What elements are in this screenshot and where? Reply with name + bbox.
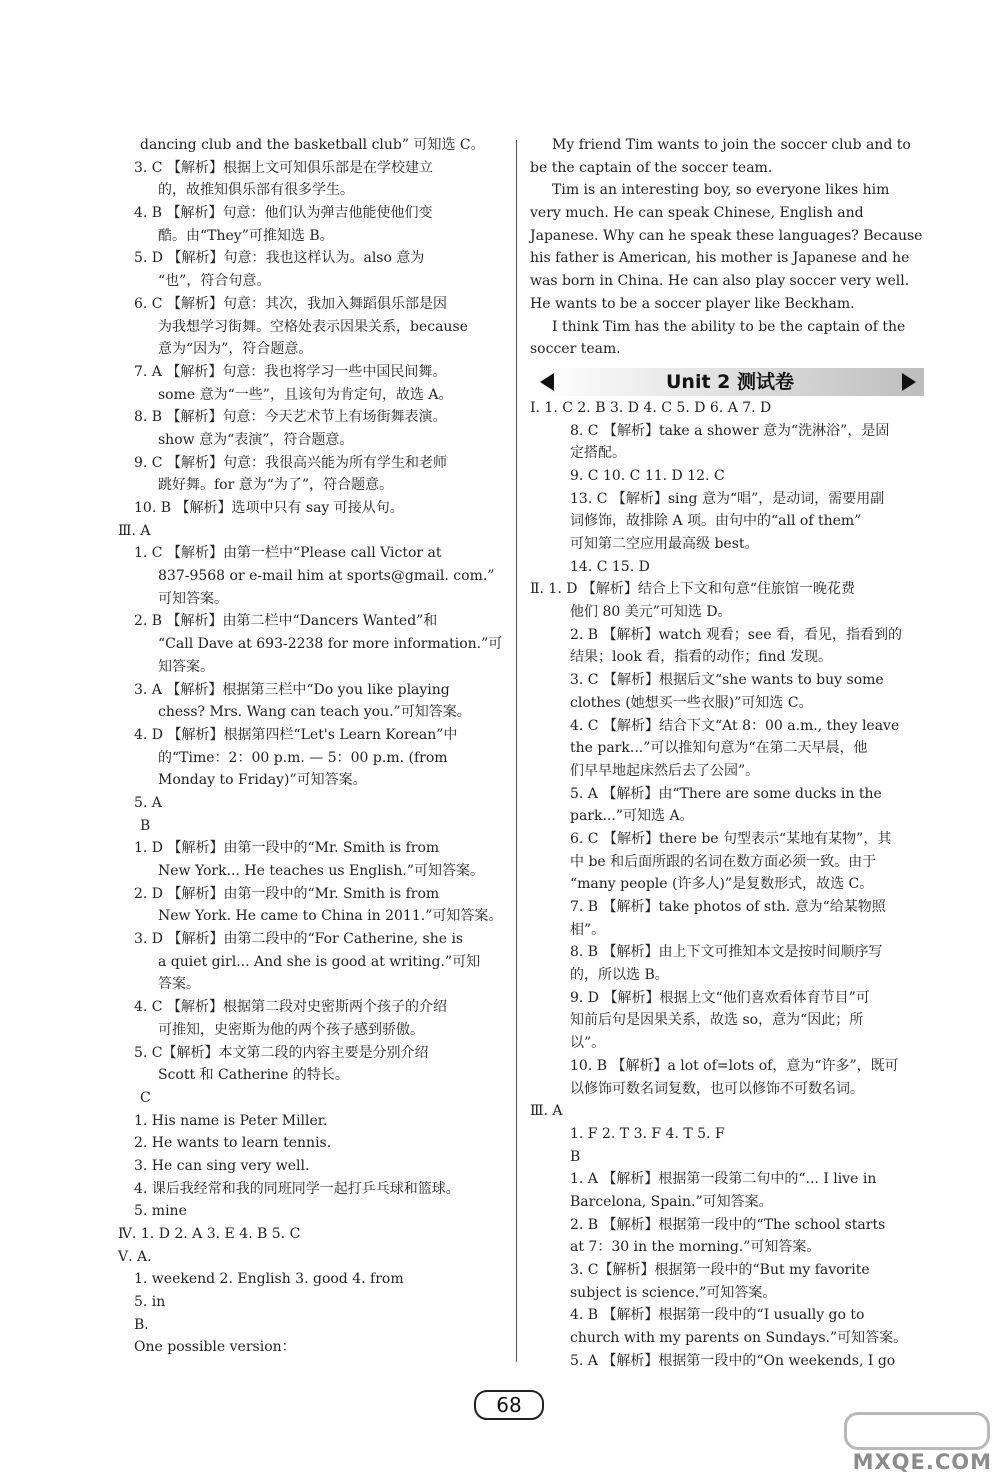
answer-line: dancing club and the basketball club” 可知选 C。 — [140, 137, 485, 153]
answer-line: 2. B 【解析】watch 观看；see 看，看见，指看到的 — [570, 626, 903, 643]
answer-line: “也”，符合句意。 — [158, 273, 271, 290]
answer-line: 4. D 【解析】根据第四栏“Let's Learn Korean”中 — [134, 726, 458, 743]
answer-line: 13. C 【解析】sing 意为“唱”，是动词，需要用副 — [570, 490, 885, 507]
answer-line: 结果；look 看，指看的动作；find 发现。 — [570, 649, 833, 666]
answer-line: 1. C 【解析】由第一栏中“Please call Victor at — [134, 545, 442, 562]
answer-line: park...”可知选 A。 — [570, 808, 694, 825]
answer-line: 答案。 — [158, 976, 200, 993]
answer-line: 2. B 【解析】由第二栏中“Dancers Wanted”和 — [134, 613, 438, 630]
answer-line: subject is science.”可知答案。 — [570, 1284, 777, 1301]
answer-line: 8. B 【解析】由上下文可推知本文是按时间顺序写 — [570, 944, 883, 961]
answer-line: 10. B 【解析】a lot of=lots of，意为“许多”，既可 — [570, 1057, 899, 1074]
answer-line: Scott 和 Catherine 的特长。 — [158, 1067, 349, 1084]
answer-line: 9. D 【解析】根据上文“他们喜欢看体育节目”可 — [570, 989, 870, 1006]
answer-line: 为我想学习街舞。空格处表示因果关系，because — [158, 318, 468, 335]
answer-line: New York. He came to China in 2011.”可知答案。 — [158, 908, 503, 925]
answer-line: at 7：30 in the morning.”可知答案。 — [570, 1239, 821, 1256]
answer-line: 中 be 和后面所跟的名词在数方面必须一致。由于 — [570, 853, 877, 870]
answer-line: Tim is an interesting boy, so everyone likes him — [552, 182, 890, 199]
answer-line: He wants to be a soccer player like Beckham. — [530, 295, 855, 312]
answer-line: soccer team. — [530, 341, 621, 358]
answer-line: show 意为“表演”，符合题意。 — [158, 431, 354, 448]
answer-line: 1. A 【解析】根据第一段第二句中的“... I live in — [570, 1171, 877, 1188]
answer-line: 3. C【解析】根据第一段中的“But my favorite — [570, 1262, 870, 1278]
answer-line: 可推知，史密斯为他的两个孩子感到骄傲。 — [158, 1021, 424, 1038]
answer-line: 3. D 【解析】由第二段中的“For Catherine, she is — [134, 931, 464, 948]
left-answer-column — [118, 134, 513, 1359]
answer-line: a quiet girl... And she is good at writing.”可知 — [158, 953, 481, 970]
answer-line: 知答案。 — [158, 658, 214, 675]
answer-line: Japanese. Why can he speak these languages? Because — [530, 227, 923, 244]
answer-line: B. — [134, 1316, 149, 1333]
answer-line: “many people (许多人)”是复数形式，故选 C。 — [570, 876, 874, 893]
answer-line: some 意为“一些”，且该句为肯定句，故选 A。 — [158, 386, 453, 403]
answer-line: 5. C【解析】本文第二段的内容主要是分别介绍 — [134, 1044, 429, 1061]
answer-line: 4. B 【解析】句意：他们认为弹吉他能使他们变 — [134, 205, 433, 222]
answer-line: My friend Tim wants to join the soccer club and to — [552, 137, 911, 153]
answer-line: 的“Time：2：00 p.m. — 5：00 p.m. (from — [158, 749, 448, 766]
answer-line: Ⅲ. A — [118, 522, 151, 539]
answer-line: 9. C 【解析】句意：我很高兴能为所有学生和老师 — [134, 454, 447, 471]
answer-line: 可知第二空应用最高级 best。 — [570, 536, 759, 552]
answer-line: 5. A 【解析】由“There are some ducks in the — [570, 785, 882, 802]
answer-line: 4. B 【解析】根据第一段中的“I usually go to — [570, 1307, 865, 1324]
answer-line: 8. C 【解析】take a shower 意为“洗淋浴”，是固 — [570, 422, 890, 439]
answer-line: 3. C 【解析】根据上文可知俱乐部是在学校建立 — [134, 159, 433, 176]
answer-line: 3. C 【解析】根据后文“she wants to buy some — [570, 672, 884, 689]
answer-line: 4. 课后我经常和我的同班同学一起打乒乓球和篮球。 — [134, 1180, 460, 1197]
unit-banner — [536, 368, 924, 396]
essay-sample-text — [530, 134, 930, 361]
answer-line: 跳好舞。for 意为“为了”，符合题意。 — [158, 477, 394, 494]
answer-line: “Call Dave at 693-2238 for more information.”可 — [158, 636, 503, 653]
answer-line: Monday to Friday)”可知答案。 — [158, 772, 367, 789]
watermark-shape — [844, 1412, 990, 1450]
answer-line: Ⅲ. A — [530, 1103, 563, 1120]
answer-line: Ⅰ. 1. C 2. B 3. D 4. C 5. D 6. A 7. D — [530, 399, 772, 416]
answer-line: C — [140, 1089, 151, 1106]
answer-line: 10. B 【解析】选项中只有 say 可接从句。 — [134, 500, 404, 516]
answer-line: 的，所以选 B。 — [570, 967, 669, 984]
answer-line: I think Tim has the ability to be the captain of the — [552, 318, 906, 335]
answer-line: 6. C 【解析】there be 句型表示“某地有某物”，其 — [570, 830, 892, 847]
answer-line: 1. weekend 2. English 3. good 4. from — [134, 1271, 404, 1288]
answer-line: chess? Mrs. Wang can teach you.”可知答案。 — [158, 704, 471, 721]
answer-line: 7. A 【解析】句意：我也将学习一些中国民间舞。 — [134, 363, 447, 380]
answer-line: 6. C 【解析】句意：其次，我加入舞蹈俱乐部是因 — [134, 295, 447, 312]
answer-line: 3. A 【解析】根据第三栏中“Do you like playing — [134, 681, 450, 698]
answer-line: very much. He can speak Chinese, English and — [530, 205, 864, 222]
answer-line: 7. B 【解析】take photos of sth. 意为“给某物照 — [570, 899, 886, 915]
answer-line: the park...”可以推知句意为“在第二天早晨，他 — [570, 740, 868, 757]
answer-line: 14. C 15. D — [570, 558, 650, 575]
watermark-text: MXQE.COM — [852, 1450, 992, 1474]
answer-line: 相”。 — [570, 921, 606, 938]
answer-line: 酷。由“They”可推知选 B。 — [158, 227, 334, 244]
answer-line: 4. C 【解析】根据第二段对史密斯两个孩子的介绍 — [134, 999, 447, 1016]
answer-line: church with my parents on Sundays.”可知答案。 — [570, 1330, 908, 1347]
answer-line: B — [140, 817, 151, 834]
right-answer-column — [530, 134, 930, 1372]
answer-line: Ⅳ. 1. D 2. A 3. E 4. B 5. C — [118, 1226, 301, 1242]
answer-line: his father is American, his mother is Japanese and he — [530, 250, 910, 267]
answer-line: One possible version： — [134, 1339, 296, 1356]
answer-line: 1. His name is Peter Miller. — [134, 1112, 328, 1129]
answer-line: clothes (她想买一些衣服)”可知选 C。 — [570, 694, 813, 711]
unit-title: Unit 2 测试卷 — [666, 371, 794, 393]
answer-line: 以”。 — [570, 1035, 606, 1052]
watermark-logo — [832, 1412, 992, 1474]
answer-line: 知前后句是因果关系，故选 so，意为“因此；所 — [570, 1012, 864, 1029]
answer-line: 5. A 【解析】根据第一段中的“On weekends, I go — [570, 1352, 896, 1369]
answer-line: 5. mine — [134, 1203, 187, 1220]
answer-line: 的，故推知俱乐部有很多学生。 — [158, 182, 354, 199]
answer-line: 4. C 【解析】结合下文“At 8：00 a.m., they leave — [570, 717, 900, 734]
answer-line: be the captain of the soccer team. — [530, 159, 773, 176]
answer-line: 3. He can sing very well. — [134, 1157, 310, 1174]
answer-line: Ⅴ. A. — [118, 1248, 152, 1265]
answer-line: B — [570, 1148, 581, 1165]
unit-2-answers — [530, 397, 930, 1373]
answer-line: 他们 80 美元”可知选 D。 — [570, 604, 732, 621]
answer-line: 2. D 【解析】由第一段中的“Mr. Smith is from — [134, 885, 440, 902]
column-divider — [516, 140, 517, 1362]
answer-line: 意为“因为”，符合题意。 — [158, 341, 313, 358]
page-number: 68 — [474, 1390, 544, 1420]
answer-line: Barcelona, Spain.”可知答案。 — [570, 1193, 773, 1210]
answer-line: 1. F 2. T 3. F 4. T 5. F — [570, 1125, 725, 1142]
answer-line: 们早早地起床然后去了公园”。 — [570, 762, 760, 779]
answer-line: 5. A — [134, 794, 162, 811]
answer-line: New York... He teaches us English.”可知答案。 — [158, 863, 484, 879]
answer-line: 定搭配。 — [570, 445, 626, 462]
answer-line: was born in China. He can also play soccer very well. — [530, 273, 910, 290]
right-arrow-icon — [902, 373, 916, 391]
answer-line: 可知答案。 — [158, 590, 228, 607]
answer-line: 2. He wants to learn tennis. — [134, 1135, 332, 1152]
answer-line: 5. D 【解析】句意：我也这样认为。also 意为 — [134, 250, 425, 267]
answer-line: 8. B 【解析】句意：今天艺术节上有场街舞表演。 — [134, 409, 447, 426]
answer-line: 9. C 10. C 11. D 12. C — [570, 467, 725, 484]
answer-line: 837-9568 or e-mail him at sports@gmail. com.” — [158, 568, 495, 585]
answer-line: 2. B 【解析】根据第一段中的“The school starts — [570, 1216, 886, 1233]
answer-line: Ⅱ. 1. D 【解析】结合上下文和句意“住旅馆一晚花费 — [530, 581, 856, 598]
answer-line: 词修饰，故排除 A 项。由句中的“all of them” — [570, 513, 862, 530]
answer-line: 1. D 【解析】由第一段中的“Mr. Smith is from — [134, 840, 440, 857]
answer-line: 以修饰可数名词复数，也可以修饰不可数名词。 — [570, 1080, 864, 1097]
answer-line: 5. in — [134, 1294, 166, 1311]
